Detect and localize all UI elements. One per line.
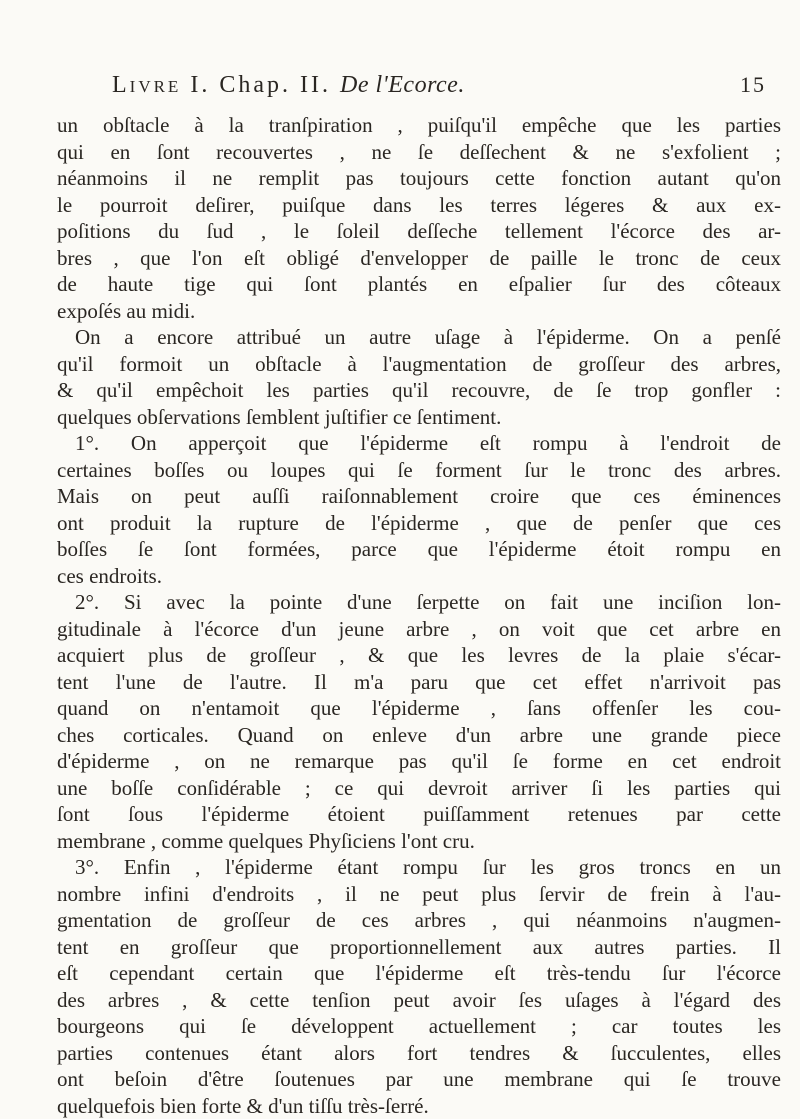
text-line: gmentation de groſſeur de ces arbres , qui néanmoins n'augmen- [57, 907, 781, 934]
text-line: nombre infini d'endroits , il ne peut plus ſervir de frein à l'au- [57, 881, 781, 908]
text-line: acquiert plus de groſſeur , & que les levres de la plaie s'écar- [57, 642, 781, 669]
text-line: Mais on peut auſſi raiſonnablement croire que ces éminences [57, 483, 781, 510]
running-head-book: Livre I. [112, 72, 210, 98]
text-line: certaines boſſes ou loupes qui ſe forment ſur le tronc des arbres. [57, 457, 781, 484]
text-line: & qu'il empêchoit les parties qu'il recouvre, de ſe trop gonfler : [57, 377, 781, 404]
text-line: néanmoins il ne remplit pas toujours cette fonction autant qu'on [57, 165, 781, 192]
text-line: 2°. Si avec la pointe d'une ſerpette on fait une inciſion lon- [57, 589, 781, 616]
text-line: bres , que l'on eſt obligé d'envelopper de paille le tronc de ceux [57, 245, 781, 272]
body-text [57, 112, 781, 1119]
text-line: membrane , comme quelques Phyſiciens l'ont cru. [57, 828, 781, 855]
text-line: poſitions du ſud , le ſoleil deſſeche tellement l'écorce des ar- [57, 218, 781, 245]
text-line: On a encore attribué un autre uſage à l'épiderme. On a penſé [57, 324, 781, 351]
page-number: 15 [740, 72, 766, 98]
text-line: 1°. On apperçoit que l'épiderme eſt rompu à l'endroit de [57, 430, 781, 457]
running-head-chapter: Chap. II. [219, 72, 331, 98]
text-line: gitudinale à l'écorce d'un jeune arbre , on voit que cet arbre en [57, 616, 781, 643]
text-line: une boſſe conſidérable ; ce qui devroit arriver ſi les parties qui [57, 775, 781, 802]
text-line: ces endroits. [57, 563, 781, 590]
text-line: expoſés au midi. [57, 298, 781, 325]
text-line: eſt cependant certain que l'épiderme eſt très-tendu ſur l'écorce [57, 960, 781, 987]
text-line: ches corticales. Quand on enleve d'un arbre une grande piece [57, 722, 781, 749]
text-line: ont beſoin d'être ſoutenues par une membrane qui ſe trouve [57, 1066, 781, 1093]
running-head-title: De l'Ecorce. [340, 72, 465, 98]
text-line: parties contenues étant alors fort tendres & ſucculentes, elles [57, 1040, 781, 1067]
text-line: d'épiderme , on ne remarque pas qu'il ſe forme en cet endroit [57, 748, 781, 775]
text-line: boſſes ſe ſont formées, parce que l'épiderme étoit rompu en [57, 536, 781, 563]
text-line: ont produit la rupture de l'épiderme , que de penſer que ces [57, 510, 781, 537]
text-line: quelques obſervations ſemblent juſtifier ce ſentiment. [57, 404, 781, 431]
text-line: tent l'une de l'autre. Il m'a paru que cet effet n'arrivoit pas [57, 669, 781, 696]
text-line: de haute tige qui ſont plantés en eſpalier ſur des côteaux [57, 271, 781, 298]
text-line: ſont ſous l'épiderme étoient puiſſamment retenues par cette [57, 801, 781, 828]
text-line: le pourroit deſirer, puiſque dans les terres légeres & aux ex- [57, 192, 781, 219]
text-line: quand on n'entamoit que l'épiderme , ſans offenſer les cou- [57, 695, 781, 722]
text-line: un obſtacle à la tranſpiration , puiſqu'il empêche que les parties [57, 112, 781, 139]
text-line: bourgeons qui ſe développent actuellement ; car toutes les [57, 1013, 781, 1040]
text-line: qu'il formoit un obſtacle à l'augmentation de groſſeur des arbres, [57, 351, 781, 378]
text-line: des arbres , & cette tenſion peut avoir ſes uſages à l'égard des [57, 987, 781, 1014]
running-head [112, 72, 772, 108]
text-line: tent en groſſeur que proportionnellement aux autres parties. Il [57, 934, 781, 961]
text-line: quelquefois bien forte & d'un tiſſu très-ſerré. [57, 1093, 781, 1119]
text-line: qui en ſont recouvertes , ne ſe deſſechent & ne s'exfolient ; [57, 139, 781, 166]
text-line: 3°. Enfin , l'épiderme étant rompu ſur les gros troncs en un [57, 854, 781, 881]
